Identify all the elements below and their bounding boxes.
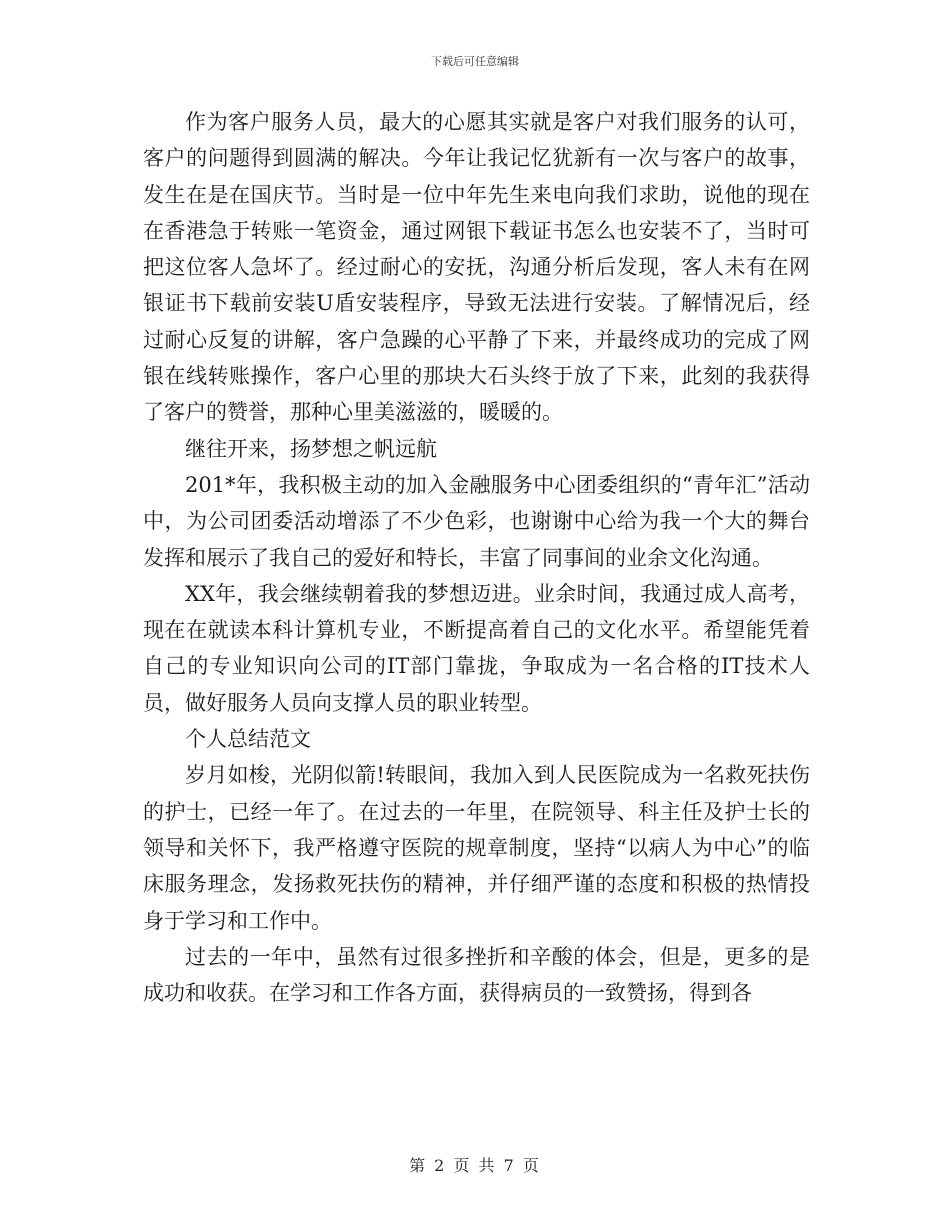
paragraph-past-year: 过去的一年中，虽然有过很多挫折和辛酸的体会，但是，更多的是成功和收获。在学习和工作各方面，获得病员的一致赞扬，得到各 <box>143 944 810 1006</box>
paragraph-future-plan: XX年，我会继续朝着我的梦想迈进。业余时间，我通过成人高考，现在在就读本科计算机专业，不断提高着自己的文化水平。希望能凭着自己的专业知识向公司的IT部门靠拢，争取成为一名合格的IT技术人员，做好服务人员向支撑人员的职业转型。 <box>143 581 810 715</box>
section-heading-dream: 继往开来，扬梦想之帆远航 <box>185 436 437 461</box>
paragraph-nurse-year: 岁月如梭，光阴似箭!转眼间，我加入到人民医院成为一名救死扶伤的护士，已经一年了。在过去的一年里，在院领导、科主任及护士长的领导和关怀下，我严格遵守医院的规章制度，坚持“以病人为中心”的临床服务理念，发扬救死扶伤的精神，并仔细严谨的态度和积极的热情投身于学习和工作中。 <box>143 763 810 933</box>
section-heading-summary: 个人总结范文 <box>185 727 311 752</box>
paragraph-youth-activity: 201*年，我积极主动的加入金融服务中心团委组织的“青年汇”活动中，为公司团委活动增添了不少色彩，也谢谢中心给为我一个大的舞台发挥和展示了我自己的爱好和特长，丰富了同事间的业余文化沟通。 <box>143 472 810 570</box>
page-header: 下载后可任意编辑 <box>431 55 519 68</box>
paragraph-customer-story: 作为客户服务人员，最大的心愿其实就是客户对我们服务的认可，客户的问题得到圆满的解决。今年让我记忆犹新有一次与客户的故事，发生在是在国庆节。当时是一位中年先生来电向我们求助，说他的现在在香港急于转账一笔资金，通过网银下载证书怎么也安装不了，当时可把这位客人急坏了。经过耐心的安抚，沟通分析后发现，客人未有在网银证书下载前安装U盾安装程序，导致无法进行安装。了解情况后，经过耐心反复的讲解，客户急躁的心平静了下来，并最终成功的完成了网银在线转账操作，客户心里的那块大石头终于放了下来，此刻的我获得了客户的赞誉，那种心里美滋滋的，暖暖的。 <box>143 110 810 425</box>
document-body <box>143 104 810 1011</box>
page-number-footer: 第 2 页 共 7 页 <box>409 1156 541 1175</box>
